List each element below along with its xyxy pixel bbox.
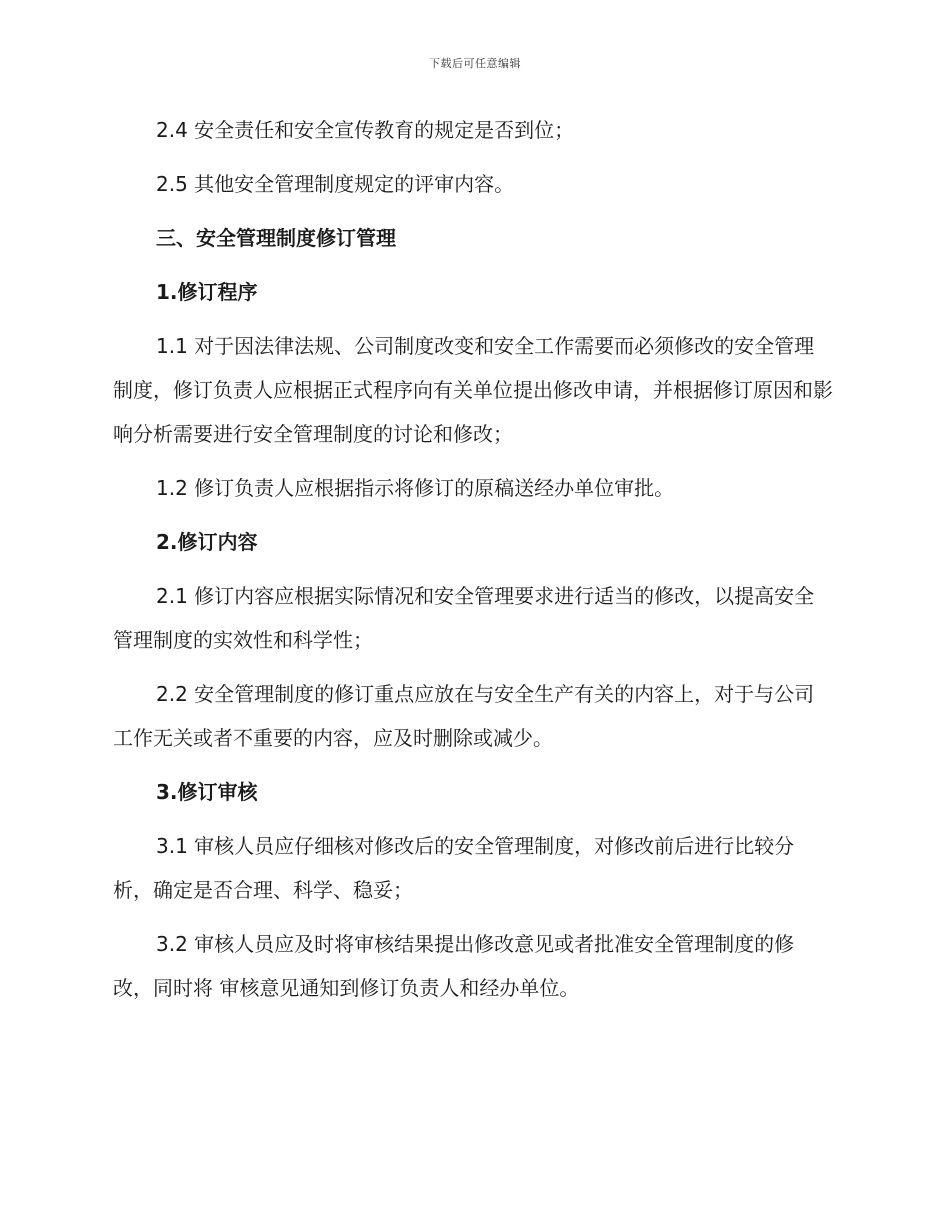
paragraph-1-1: 1.1 对于因法律法规、公司制度改变和安全工作需要而必须修改的安全管理制度，修订负责人应根据正式程序向有关单位提出修改申请，并根据修订原因和影响分析需要进行安全管理制度的讨论和修改； [113,334,833,446]
paragraph-3-2: 3.2 审核人员应及时将审核结果提出修改意见或者批准安全管理制度的修改，同时将 审核意见通知到修订负责人和经办单位。 [113,932,795,1000]
section-heading-3: 三、安全管理制度修订管理 [156,226,396,250]
subheading-revision-content: 2.修订内容 [156,530,258,554]
subheading-revision-review: 3.修订审核 [156,780,258,804]
document-body [113,108,833,1020]
subheading-revision-procedure: 1.修订程序 [156,280,258,304]
header-note: 下载后可任意编辑 [429,57,521,70]
paragraph-2-5: 2.5 其他安全管理制度规定的评审内容。 [156,172,515,196]
paragraph-3-1: 3.1 审核人员应仔细核对修改后的安全管理制度，对修改前后进行比较分析，确定是否合理、科学、稳妥； [113,834,795,902]
paragraph-1-2: 1.2 修订负责人应根据指示将修订的原稿送经办单位审批。 [156,476,675,500]
paragraph-2-4: 2.4 安全责任和安全宣传教育的规定是否到位； [156,118,575,142]
paragraph-2-2: 2.2 安全管理制度的修订重点应放在与安全生产有关的内容上，对于与公司工作无关或者不重要的内容，应及时删除或减少。 [113,682,815,750]
paragraph-2-1: 2.1 修订内容应根据实际情况和安全管理要求进行适当的修改，以提高安全管理制度的实效性和科学性； [113,584,815,652]
